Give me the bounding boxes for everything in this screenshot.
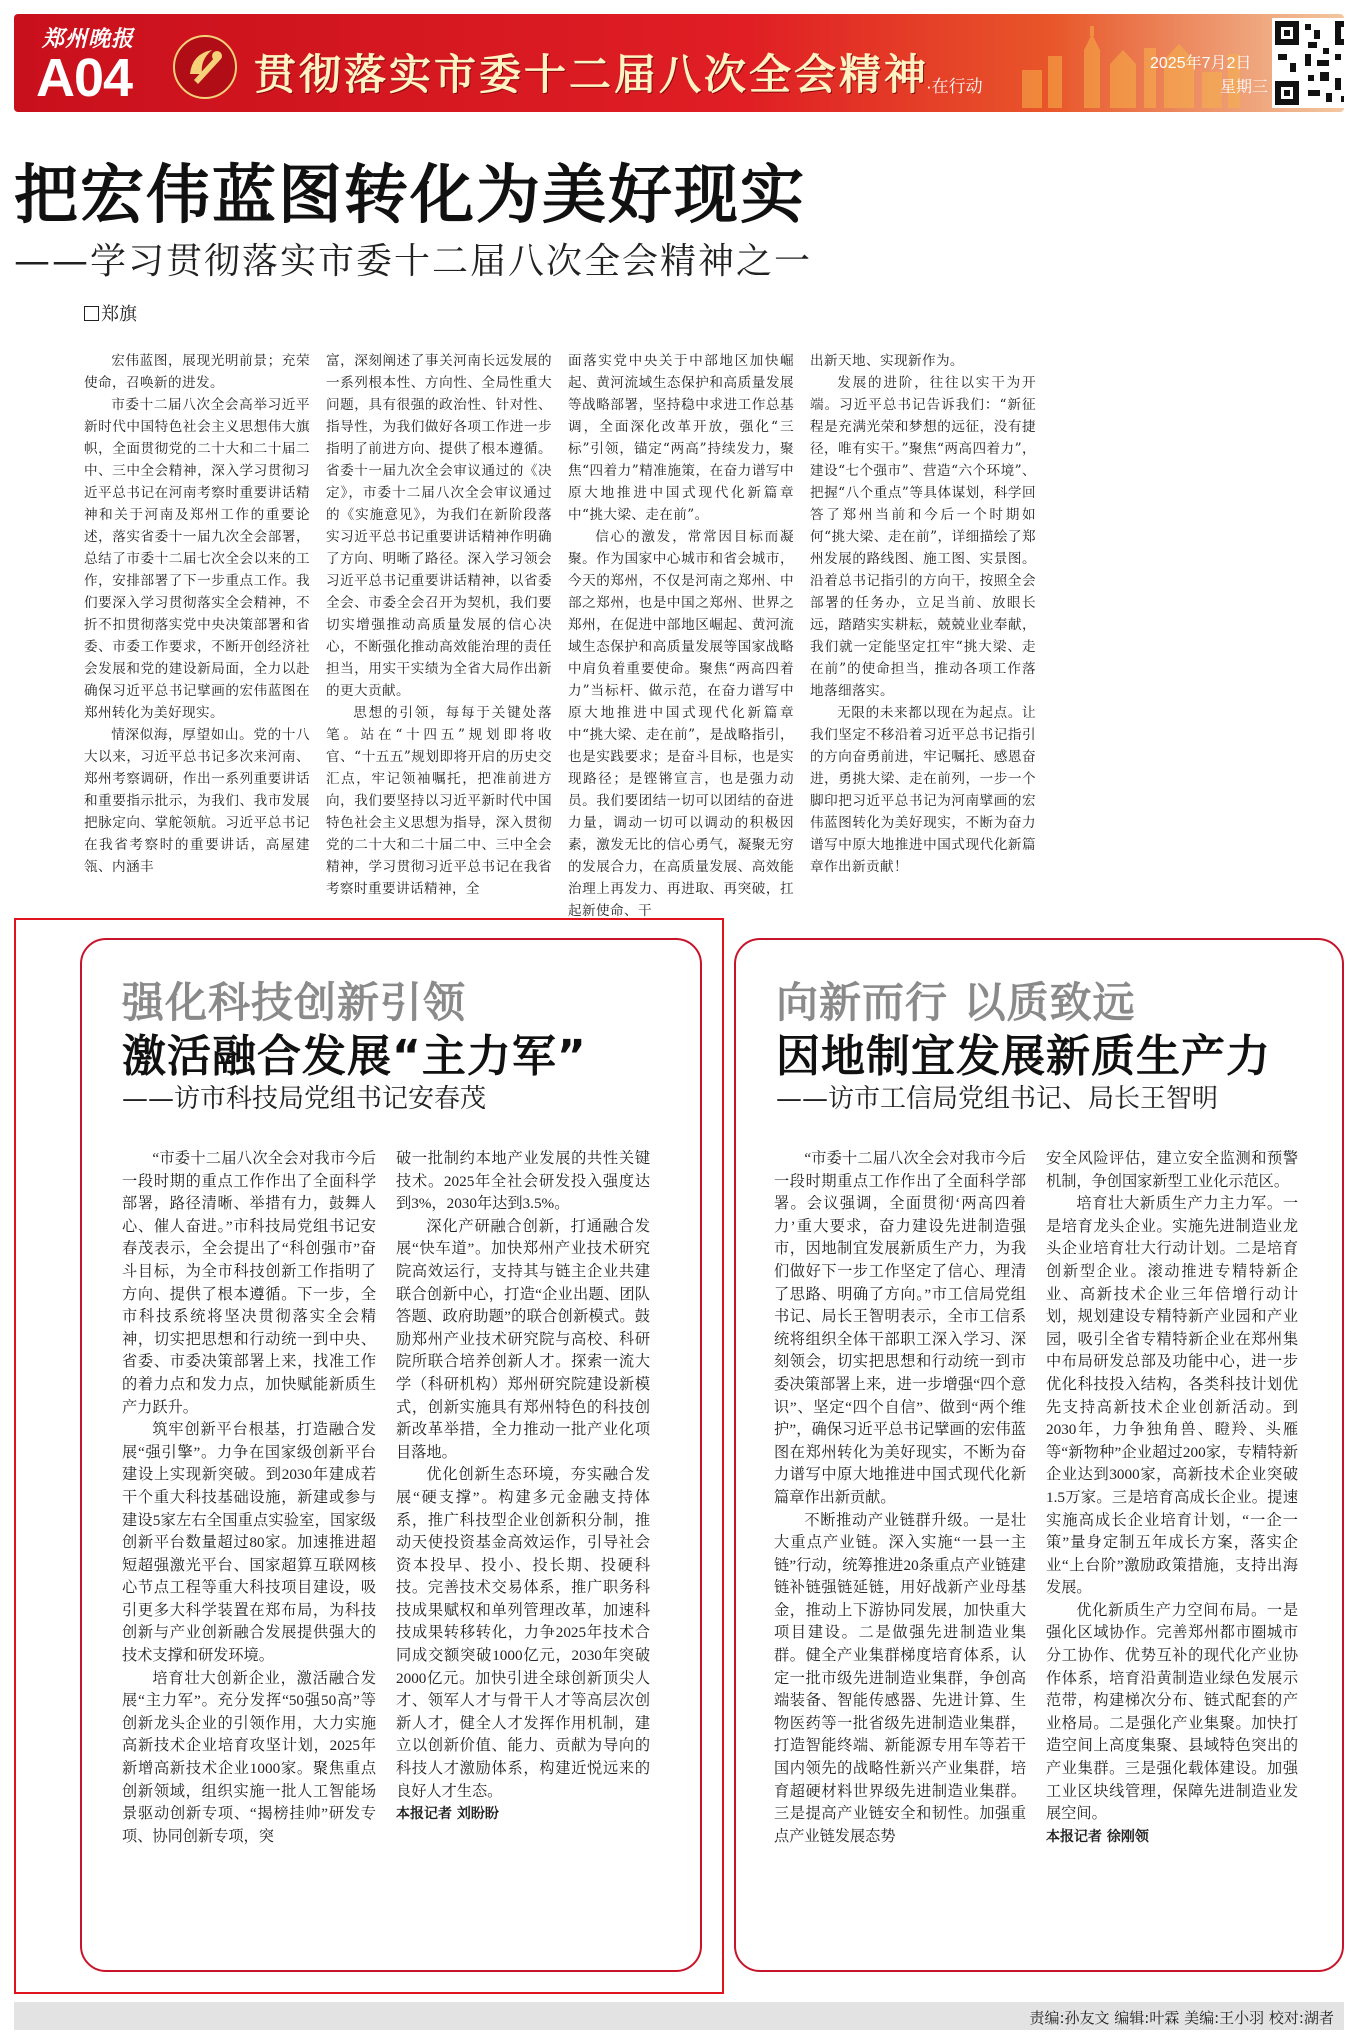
page-footer: [14, 2002, 1344, 2030]
paragraph: 思想的引领，每每于关键处落笔。站在“十四五”规划即将收官、“十五五”规划即将开启的历史交汇点，牢记领袖嘱托，把准前进方向，我们要坚持以习近平新时代中国特色社会主义思想为指导，深入贯彻党的二十大和二十届二中、三中全会精神，学习贯彻习近平总书记在我省考察时重要讲话精神，全: [326, 705, 552, 897]
qr-code-icon[interactable]: [1272, 18, 1344, 108]
paragraph: 宏伟蓝图，展现光明前景；充荣使命，召唤新的进发。: [84, 353, 310, 391]
paragraph: 无限的未来都以现在为起点。让我们坚定不移沿着习近平总书记指引的方向奋勇前进，牢记嘱托、感恩奋进，勇挑大梁、走在前列，一步一个脚印把习近平总书记为河南擘画的宏伟蓝图转化为美好现实，不断为奋力谱写中原大地推进中国式现代化新篇章作出新贡献！: [810, 705, 1036, 875]
paragraph: 安全风险评估，建立安全监测和预警机制，争创国家新型工业化示范区。: [1046, 1150, 1298, 1190]
paragraph: “市委十二届八次全会对我市今后一段时期的重点工作作出了全面科学部署，路径清晰、举措有力，鼓舞人心、催人奋进。”市科技局党组书记安春茂表示，全会提出了“科创强市”奋斗目标，为全市科技创新工作指明了方向、提供了根本遵循。下一步，全市科技系统将坚决贯彻落实全会精神，切实把思想和行动统一到中央、省委、市委决策部署上来，找准工作的着力点和发力点，加快赋能新质生产力跃升。: [122, 1150, 376, 1416]
paragraph: 破一批制约本地产业发展的共性关键技术。2025年全社会研发投入强度达到3%，2030年达到3.5%。: [396, 1150, 650, 1213]
interview-left-subtitle: ——访市科技局党组书记安春茂: [122, 1084, 487, 1114]
column-tag: ·在行动: [926, 77, 983, 96]
paragraph: 面落实党中央关于中部地区加快崛起、黄河流域生态保护和高质量发展等战略部署，坚持稳中求进工作总基调，全面深化改革开放，强化“三标”引领，锚定“两高”持续发力，聚焦“四着力”精准施策，在奋力谱写中原大地推进中国式现代化新篇章中“挑大梁、走在前”。: [568, 353, 794, 523]
page-header: [14, 14, 1344, 112]
interview-right-kicker: 向新而行 以质致远: [776, 978, 1136, 1027]
paragraph: 情深似海，厚望如山。党的十八大以来，习近平总书记多次来河南、郑州考察调研，作出一系列重要讲话和重要指示批示，为我们、我市发展把脉定向、掌舵领航。习近平总书记在我省考察时的重要讲话，高屋建瓴、内涵丰: [84, 727, 310, 875]
article-column-1: [84, 350, 310, 878]
paragraph: 发展的进阶，往往以实干为开端。习近平总书记告诉我们：“新征程是充满光荣和梦想的远征，没有捷径，唯有实干。”聚焦“两高四着力”，建设“七个强市”、营造“六个环境”、把握“八个重点”等具体谋划，科学回答了郑州当前和今后一个时期如何“挑大梁、走在前”，详细描绘了郑州发展的路线图、施工图、实景图。沿着总书记指引的方向干，按照全会部署的任务办，立足当前、放眼长远，踏踏实实耕耘，兢兢业业奉献，我们就一定能坚定扛牢“挑大梁、走在前”的使命担当，推动各项工作落地落细落实。: [810, 375, 1036, 699]
byline-author: 郑旗: [101, 304, 137, 325]
paragraph: 培育壮大创新企业，激活融合发展“主力军”。充分发挥“50强50高”等创新龙头企业的引领作用，大力实施高新技术企业培育攻坚计划，2025年新增高新技术企业1000家。聚焦重点创新领域，组织实施一批人工智能场景驱动创新专项、“揭榜挂帅”研发专项、协同创新专项，突: [122, 1669, 376, 1845]
paragraph: 市委十二届八次全会高举习近平新时代中国特色社会主义思想伟大旗帜，全面贯彻党的二十大和二十届二中、三中全会精神，深入学习贯彻习近平总书记在河南考察时重要讲话精神和关于河南及郑州工作的重要论述，落实省委十一届九次全会部署，总结了市委十二届七次全会以来的工作，安排部署了下一步重点工作。我们要深入学习贯彻落实全会精神，不折不扣贯彻落实党中央决策部署和省委、市委工作要求，不断开创经济社会发展和党的建设新局面，全力以赴确保习近平总书记擘画的宏伟蓝图在郑州转化为美好现实。: [84, 397, 310, 721]
interview-left-kicker: 强化科技创新引领: [122, 978, 467, 1027]
column-title: 贯彻落实市委十二届八次全会精神: [254, 50, 930, 99]
interview-left-column-1: [122, 1148, 376, 1848]
paragraph: 优化创新生态环境，夯实融合发展“硬支撑”。构建多元金融支持体系，推广科技型企业创新积分制，推动天使投资基金高效运作，引导社会资本投早、投小、投长期、投硬科技。完善技术交易体系，推广职务科技成果赋权和单列管理改革，加速科技成果转移转化，力争2025年技术合同成交额突破1000亿元，2030年突破2000亿元。加快引进全球创新顶尖人才、领军人才与骨干人才等高层次创新人才，健全人才发挥作用机制，建立以创新价值、能力、贡献为导向的科技人才激励体系，构建近悦远来的良好人才生态。: [396, 1466, 650, 1800]
article-byline: [84, 300, 137, 326]
editor-credits: 责编:孙友文 编辑:叶霖 美编:王小羽 校对:湖者: [1029, 2009, 1334, 2027]
reporter-byline: 本报记者 刘盼盼: [396, 1806, 499, 1823]
interview-card-left: [80, 938, 702, 1972]
issue-date: 2025年7月2日: [1150, 55, 1252, 72]
interview-left-column-2: [396, 1148, 650, 1826]
article-column-4: [810, 350, 1036, 878]
article-column-3: [568, 350, 794, 922]
party-emblem-icon: [172, 34, 238, 100]
paragraph: 出新天地、实现新作为。: [810, 353, 964, 369]
newspaper-name: 郑州晚报: [42, 26, 135, 52]
paragraph: 不断推动产业链群升级。一是壮大重点产业链。深入实施“一县一主链”行动，统筹推进20条重点产业链建链补链强链延链，用好战新产业母基金，推动上下游协同发展，加快重大项目建设。二是做强先进制造业集群。健全产业集群梯度培育体系，认定一批市级先进制造业集群，争创高端装备、智能传感器、先进计算、生物医药等一批省级先进制造业集群，打造智能终端、新能源专用车等若干国内领先的战略性新兴产业集群，培育超硬材料世界级先进制造业集群。三是提高产业链安全和韧性。加强重点产业链发展态势: [774, 1511, 1026, 1845]
interview-card-right: [734, 938, 1344, 1972]
reporter-byline: 本报记者 徐刚领: [1046, 1828, 1149, 1845]
paragraph: 富，深刻阐述了事关河南长远发展的一系列根本性、方向性、全局性重大问题，具有很强的政治性、针对性、指导性，为我们做好各项工作进一步指明了前进方向、提供了根本遵循。省委十一届九次全会审议通过的《决定》，市委十二届八次全会审议通过的《实施意见》，为我们在新阶段落实习近平总书记重要讲话精神作明确了方向、明晰了路径。深入学习领会习近平总书记重要讲话精神，以省委全会、市委全会召开为契机，我们要切实增强推动高质量发展的信心决心，不断强化推动高效能治理的责任担当，用实干实绩为全省大局作出新的更大贡献。: [326, 353, 552, 699]
article-column-2: [326, 350, 552, 900]
interview-right-title: 因地制宜发展新质生产力: [776, 1031, 1271, 1082]
paragraph: 筑牢创新平台根基，打造融合发展“强引擎”。力争在国家级创新平台建设上实现新突破。到2030年建成若干个重大科技基础设施，新建或参与建设5家左右全国重点实验室，国家级创新平台数量超过80家。加速推进超短超强激光平台、国家超算互联网核心节点工程等重大科技项目建设，吸引更多大科学装置在郑布局，为科技创新与产业创新融合发展提供强大的技术支撑和研发环境。: [122, 1421, 376, 1665]
page-number: A04: [36, 48, 133, 108]
paragraph: “市委十二届八次全会对我市今后一段时期重点工作作出了全面科学部署。会议强调，全面贯彻‘两高四着力’重大要求，奋力建设先进制造强市，因地制宜发展新质生产力，为我们做好下一步工作坚定了信心、理清了思路、明确了方向。”市工信局党组书记、局长王智明表示，全市工信系统将组织全体干部职工深入学习、深刻领会，切实把思想和行动统一到市委决策部署上来，进一步增强“四个意识”、坚定“四个自信”、做到“两个维护”，确保习近平总书记擘画的宏伟蓝图在郑州转化为美好现实，不断为奋力谱写中原大地推进中国式现代化新篇章作出新贡献。: [774, 1150, 1026, 1506]
article-subtitle: ——学习贯彻落实市委十二届八次全会精神之一: [14, 241, 813, 282]
byline-box-icon: [84, 306, 99, 321]
interview-right-subtitle: ——访市工信局党组书记、局长王智明: [776, 1084, 1219, 1114]
interview-left-title: 激活融合发展“主力军”: [122, 1031, 587, 1082]
paragraph: 深化产研融合创新，打通融合发展“快车道”。加快郑州产业技术研究院高效运行，支持其与链主企业共建联合创新中心，打造“企业出题、团队答题、政府助题”的联合创新模式。鼓励郑州产业技术研究院与高校、科研院所联合培养创新人才。探索一流大学（科研机构）郑州研究院建设新模式，创新实施具有郑州特色的科技创新改革举措，全力推动一批产业化项目落地。: [396, 1217, 650, 1461]
interview-right-column-2: [1046, 1148, 1298, 1848]
paragraph: 培育壮大新质生产力主力军。一是培育龙头企业。实施先进制造业龙头企业培育壮大行动计划。二是培育创新型企业。滚动推进专精特新企业、高新技术企业三年倍增行动计划，规划建设专精特新产业园和产业园，吸引全省专精特新企业在郑州集中布局研发总部及功能中心，进一步优化科技投入结构，各类科技计划优先支持高新技术企业创新活动。到2030年，力争独角兽、瞪羚、头雁等“新物种”企业超过200家，专精特新企业达到3000家，高新技术企业突破1.5万家。三是培育高成长企业。提速实施高成长企业培育计划，“一企一策”量身定制五年成长方案，落实企业“上台阶”激励政策措施，支持出海发展。: [1046, 1195, 1298, 1597]
paragraph: 信心的激发，常常因目标而凝聚。作为国家中心城市和省会城市，今天的郑州，不仅是河南之郑州、中部之郑州，也是中国之郑州、世界之郑州，在促进中部地区崛起、黄河流域生态保护和高质量发展等国家战略中肩负着重要使命。聚焦“两高四着力”当标杆、做示范，在奋力谱写中原大地推进中国式现代化新篇章中“挑大梁、走在前”，是战略指引，也是实践要求；是奋斗目标，也是实现路径；是铿锵宣言，也是强力动员。我们要团结一切可以团结的奋进力量，调动一切可以调动的积极因素，激发无比的信心勇气，凝聚无穷的发展合力，在高质量发展、高效能治理上再发力、再进取、再突破，扛起新使命、干: [568, 529, 794, 919]
paragraph: 优化新质生产力空间布局。一是强化区域协作。完善郑州都市圈城市分工协作、优势互补的现代化产业协作体系，培育沿黄制造业绿色发展示范带，构建梯次分布、链式配套的产业格局。二是强化产业集聚。加快打造空间上高度集聚、县域特色突出的产业集群。三是强化载体建设。加强工业区块线管理，保障先进制造业发展空间。: [1046, 1601, 1298, 1823]
article-title: 把宏伟蓝图转化为美好现实: [14, 159, 806, 233]
issue-weekday: 星期三: [1220, 79, 1269, 96]
interview-right-column-1: [774, 1148, 1026, 1848]
